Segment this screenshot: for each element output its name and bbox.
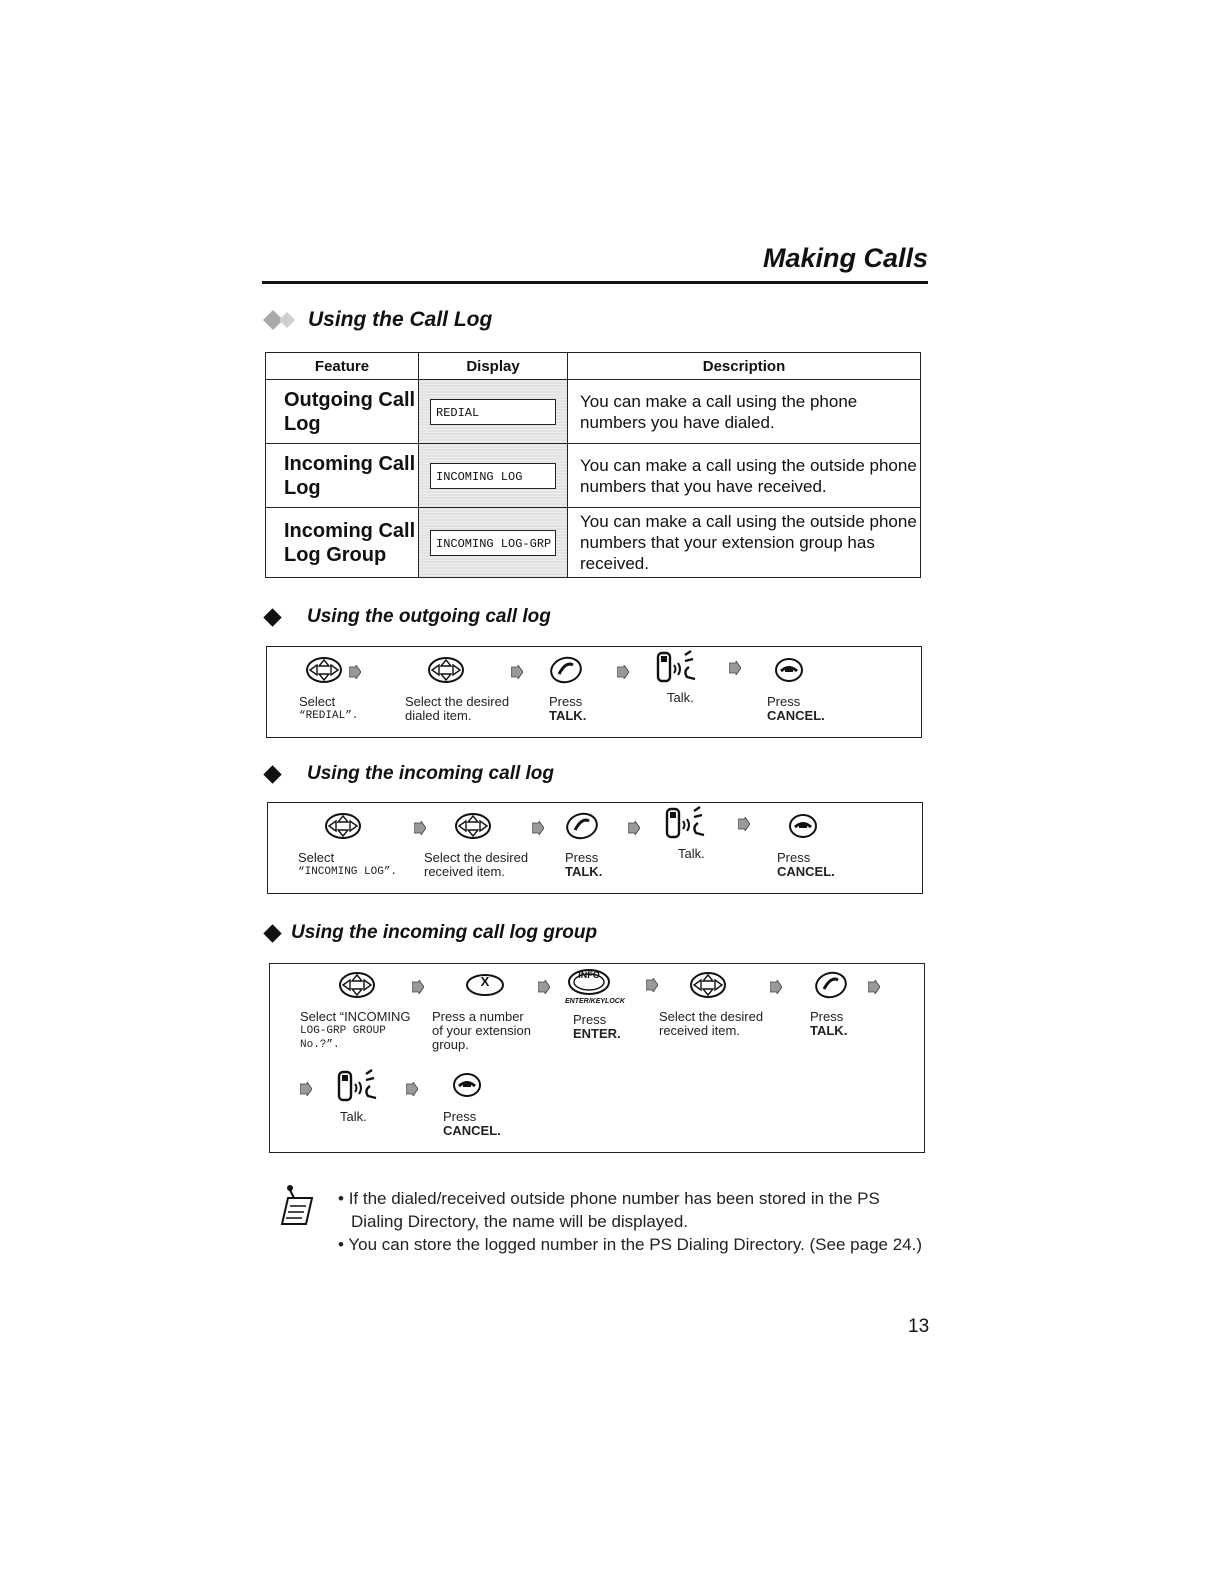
cancel-key-icon[interactable] (451, 1068, 483, 1102)
caption-line: received item. (424, 864, 505, 879)
talk-key-icon[interactable] (549, 653, 583, 687)
key-sublabel: ENTER/KEYLOCK (565, 998, 625, 1005)
feature-cell: Outgoing Call Log (266, 380, 419, 444)
step-caption (565, 851, 602, 879)
step (443, 1068, 501, 1138)
step-caption (767, 695, 825, 723)
table-row (266, 444, 921, 508)
note-pad-icon (280, 1184, 316, 1228)
bullet-diamond-icon (263, 924, 281, 942)
feature-cell: Incoming Call Log (266, 444, 419, 508)
step-caption (432, 1010, 531, 1052)
display-cell (419, 380, 568, 444)
step (667, 649, 701, 705)
next-arrow-icon (729, 661, 741, 678)
step-caption (549, 695, 586, 723)
caption-line: Select the desired (424, 850, 529, 865)
caption-line: Press a number (432, 1009, 524, 1024)
step-caption (573, 1013, 625, 1041)
next-arrow-icon (770, 980, 782, 997)
step (565, 809, 602, 879)
lcd-display: REDIAL (430, 399, 556, 425)
outgoing-title: Using the outgoing call log (307, 606, 551, 627)
bullet-diamond-icon (263, 608, 281, 626)
step-caption (810, 1010, 848, 1038)
incoming-title: Using the incoming call log (307, 763, 555, 784)
caption-line: Select the desired (405, 694, 510, 709)
caption-line: TALK. (549, 708, 587, 723)
caption-line: ENTER. (573, 1026, 621, 1041)
header-feature: Feature (266, 353, 419, 380)
step-caption (443, 1110, 501, 1138)
display-cell (419, 508, 568, 578)
caption-line: Talk. (667, 690, 694, 705)
talk-key-icon[interactable] (814, 968, 848, 1002)
step (810, 968, 848, 1038)
table-row (266, 380, 921, 444)
table-header-row (266, 353, 921, 380)
lcd-display: INCOMING LOG (430, 463, 556, 489)
caption-line: Press (443, 1109, 477, 1124)
next-arrow-icon (538, 980, 550, 997)
step (678, 805, 710, 861)
section-title: Using the Call Log (308, 308, 493, 331)
next-arrow-icon (628, 821, 640, 838)
caption-line: Press (810, 1009, 844, 1024)
section-heading (262, 308, 492, 332)
caption-line: Select (298, 850, 335, 865)
page-number: 13 (908, 1316, 930, 1337)
step-caption (299, 695, 358, 723)
key-label: INFO (578, 970, 600, 980)
diamond-pair-icon (262, 309, 302, 331)
incoming-steps-box (267, 802, 923, 894)
lcd-display: INCOMING LOG-GRP (430, 530, 556, 556)
group-steps-box (269, 963, 925, 1153)
next-arrow-icon (532, 821, 544, 838)
caption-line: CANCEL. (767, 708, 825, 723)
caption-line: Select the desired (659, 1009, 764, 1024)
caption-line: Press (573, 1012, 607, 1027)
caption-line: Select “INCOMING (300, 1009, 411, 1024)
step (565, 966, 625, 1041)
caption-line: group. (432, 1037, 469, 1052)
call-log-table (265, 352, 921, 578)
caption-line: No.?”. (300, 1039, 340, 1051)
feature-cell: Incoming Call Log Group (266, 508, 419, 578)
step-caption (298, 851, 397, 879)
caption-line: TALK. (810, 1023, 848, 1038)
key-label: X (480, 974, 490, 989)
step (299, 653, 358, 723)
handset-talk-icon[interactable] (336, 1068, 382, 1102)
table-row (266, 508, 921, 578)
next-arrow-icon (617, 665, 629, 682)
next-arrow-icon (412, 980, 424, 997)
step (340, 1068, 382, 1124)
caption-line: “REDIAL”. (299, 710, 359, 722)
page-title: Making Calls (762, 243, 928, 273)
step (405, 653, 509, 723)
navigator-key-icon[interactable] (689, 968, 727, 1002)
description-cell: You can make a call using the outside phone numbers that you have received. (568, 444, 921, 508)
caption-line: Press (549, 694, 583, 709)
navigator-key-icon[interactable] (338, 968, 376, 1002)
display-cell (419, 444, 568, 508)
navigator-key-icon[interactable] (305, 653, 343, 687)
step-caption (667, 691, 701, 705)
next-arrow-icon (300, 1082, 312, 1099)
group-heading (266, 922, 597, 944)
caption-line: received item. (659, 1023, 740, 1038)
note-item: • If the dialed/received outside phone number has been stored in the PS Dialing Directory, the name will be displayed. (338, 1189, 880, 1231)
navigator-key-icon[interactable] (324, 809, 362, 843)
handset-talk-icon[interactable] (664, 805, 710, 839)
caption-line: Talk. (678, 846, 705, 861)
caption-line: LOG-GRP GROUP (300, 1025, 386, 1037)
step (767, 653, 825, 723)
step (549, 653, 586, 723)
talk-key-icon[interactable] (565, 809, 599, 843)
step-caption (659, 1010, 763, 1038)
caption-line: Press (767, 694, 801, 709)
cancel-key-icon[interactable] (787, 809, 819, 843)
outgoing-steps-box (266, 646, 922, 738)
notes-list (338, 1187, 928, 1256)
caption-line: dialed item. (405, 708, 472, 723)
caption-line: “INCOMING LOG”. (298, 866, 398, 878)
cancel-key-icon[interactable] (773, 653, 805, 687)
header-rule (262, 281, 928, 284)
step-caption (405, 695, 509, 723)
caption-line: CANCEL. (443, 1123, 501, 1138)
next-arrow-icon (646, 978, 658, 995)
caption-line: Talk. (340, 1109, 367, 1124)
step (432, 968, 531, 1052)
bullet-diamond-icon (263, 765, 281, 783)
description-cell: You can make a call using the phone numbers you have dialed. (568, 380, 921, 444)
step (659, 968, 763, 1038)
caption-line: CANCEL. (777, 864, 835, 879)
caption-line: Select (299, 694, 336, 709)
header-display: Display (419, 353, 568, 380)
next-arrow-icon (349, 665, 361, 682)
next-arrow-icon (406, 1082, 418, 1099)
step (298, 809, 397, 879)
step-caption (678, 847, 710, 861)
group-title: Using the incoming call log group (291, 922, 598, 943)
caption-line: Press (565, 850, 599, 865)
navigator-key-icon[interactable] (454, 809, 492, 843)
caption-line: Press (777, 850, 811, 865)
navigator-key-icon[interactable] (427, 653, 465, 687)
step-caption (424, 851, 528, 879)
caption-line: TALK. (565, 864, 603, 879)
step (300, 968, 411, 1052)
header-description: Description (568, 353, 921, 380)
clear-key-icon[interactable] (464, 968, 506, 1002)
step-caption (777, 851, 835, 879)
next-arrow-icon (511, 665, 523, 682)
step-caption (340, 1110, 382, 1124)
next-arrow-icon (738, 817, 750, 834)
incoming-heading (266, 763, 554, 785)
step-caption (300, 1010, 411, 1052)
caption-line: of your extension (432, 1023, 532, 1038)
step (777, 809, 835, 879)
step (424, 809, 528, 879)
note-item: • You can store the logged number in the PS Dialing Directory. (See page 24.) (338, 1235, 922, 1254)
outgoing-heading (266, 606, 551, 628)
next-arrow-icon (868, 980, 880, 997)
description-cell: You can make a call using the outside phone numbers that your extension group has received. (568, 508, 921, 578)
handset-talk-icon[interactable] (655, 649, 701, 683)
info-key-icon[interactable] (565, 966, 613, 1000)
